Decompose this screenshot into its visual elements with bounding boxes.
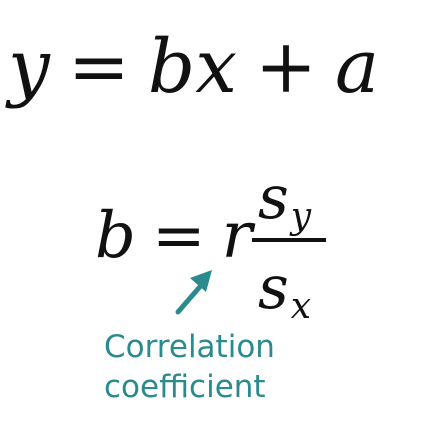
numerator-subscript: y (290, 196, 312, 237)
denominator-symbol: s (258, 253, 289, 323)
plus-sign: + (254, 24, 317, 110)
denominator-subscript: x (290, 286, 312, 327)
fraction-numerator (258, 163, 312, 237)
slope-variable: b (95, 199, 136, 273)
label-line-1: Correlation (104, 329, 275, 365)
fraction-bar (252, 238, 326, 242)
intercept-variable: a (334, 24, 380, 110)
label-line-2: coefficient (104, 369, 266, 405)
correlation-coefficient-label (104, 327, 275, 407)
std-dev-fraction (244, 163, 334, 338)
numerator-symbol: s (258, 163, 289, 233)
x-variable: x (195, 24, 237, 110)
y-variable: y (8, 24, 50, 110)
equals-sign: = (151, 199, 206, 273)
correlation-variable: r (221, 199, 253, 273)
slope-equation (95, 199, 253, 273)
equals-sign: = (67, 24, 130, 110)
slope-variable: b (147, 24, 196, 110)
fraction-denominator (258, 253, 312, 327)
regression-equation (8, 24, 380, 110)
arrow-icon (168, 262, 222, 320)
